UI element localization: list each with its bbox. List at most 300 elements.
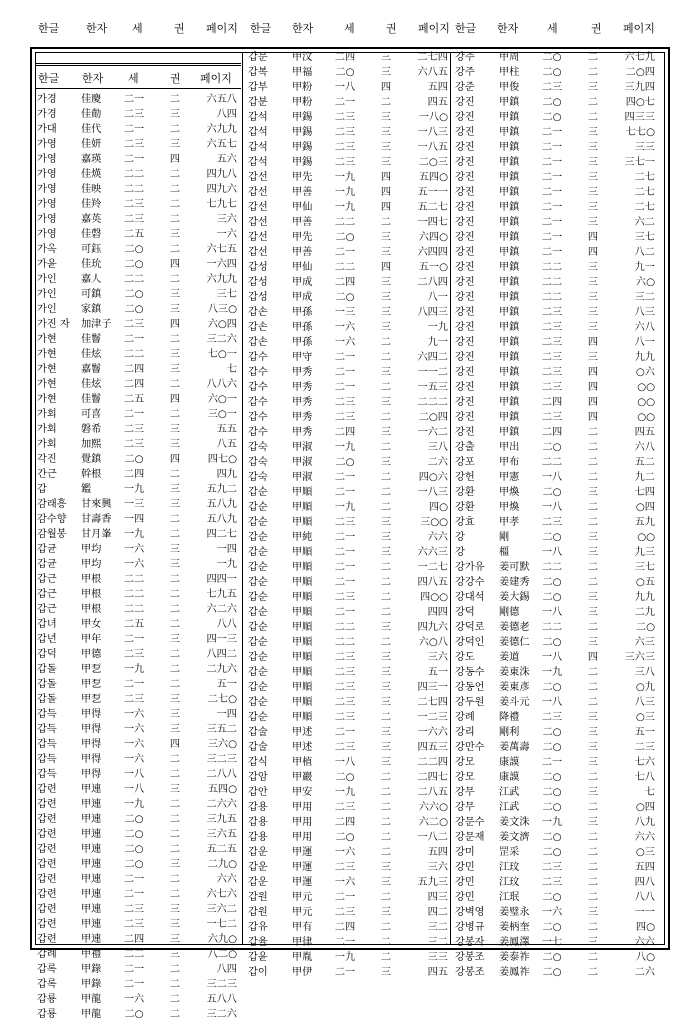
- name-hangul: 갑련: [37, 799, 57, 810]
- volume: 四: [169, 259, 181, 270]
- volume: 二: [169, 529, 181, 540]
- name-hanja: 甲順: [292, 682, 313, 693]
- page: 四九六: [417, 622, 448, 633]
- name-hanja: 可鎮: [81, 289, 102, 300]
- name-hangul: 강출: [455, 442, 475, 453]
- name-hanja: 甲根: [81, 604, 102, 615]
- volume: 三: [169, 634, 181, 645]
- name-hanja: 甲根: [81, 589, 102, 600]
- generation: 二三: [334, 112, 356, 123]
- page: 三二六: [206, 1009, 237, 1020]
- name-hangul: 갑순: [248, 712, 268, 723]
- page: 二三: [634, 742, 655, 753]
- volume: 二: [169, 169, 181, 180]
- generation: 二四: [334, 427, 356, 438]
- page: 五四○: [418, 172, 448, 183]
- volume: 三: [169, 109, 181, 120]
- table-row: [37, 962, 242, 977]
- volume: 三: [380, 307, 392, 318]
- page: 九九: [634, 592, 655, 603]
- table-row: [248, 650, 453, 665]
- volume: 三: [380, 67, 392, 78]
- header-generation: 세: [547, 22, 558, 35]
- volume: 三: [587, 817, 599, 828]
- table-row: [248, 170, 453, 185]
- generation: 二一: [123, 964, 145, 975]
- volume: 三: [587, 757, 599, 768]
- name-hanja: 甲成: [292, 277, 313, 288]
- name-hangul: 강헌: [455, 472, 475, 483]
- name-hanja: 甘月峯: [81, 529, 112, 540]
- generation: 二四: [123, 379, 145, 390]
- name-hanja: 佳慶: [81, 94, 102, 105]
- volume: 二: [169, 124, 181, 135]
- page: 一八五: [417, 142, 448, 153]
- volume: 二: [169, 889, 181, 900]
- generation: 二一: [123, 94, 145, 105]
- page: 三六: [427, 862, 448, 873]
- page: 六七六: [206, 889, 237, 900]
- name-hanja: 甲先: [292, 172, 313, 183]
- top-header-col3: [455, 20, 665, 44]
- page: 一一: [634, 907, 655, 918]
- name-hanja: 甲順: [292, 577, 313, 588]
- generation: 二○: [124, 1009, 144, 1020]
- page: 四四一: [206, 574, 237, 585]
- name-hangul: 갑용: [248, 802, 268, 813]
- name-hanja: 甲連: [81, 919, 102, 930]
- name-hanja: 甲煥: [499, 487, 520, 498]
- generation: 二三: [123, 139, 145, 150]
- table-row: [455, 755, 663, 770]
- page: 二○三: [418, 157, 448, 168]
- table-row: [37, 242, 242, 257]
- page: 八二○: [207, 949, 237, 960]
- name-hangul: 갑암: [248, 772, 268, 783]
- page: 四○: [428, 502, 448, 513]
- volume: 三: [587, 352, 599, 363]
- column3-rows: [455, 50, 663, 980]
- generation: 二三: [123, 319, 145, 330]
- page: 二八八: [206, 769, 237, 780]
- generation: 一七: [541, 937, 563, 948]
- name-hanja: 甲布: [499, 457, 520, 468]
- page: 五九: [634, 517, 655, 528]
- table-row: [248, 680, 453, 695]
- volume: 三: [169, 364, 181, 375]
- generation: 二四: [334, 277, 356, 288]
- name-hangul: 갑득: [37, 769, 57, 780]
- name-hangul: 강진: [455, 187, 475, 198]
- volume: 二: [587, 772, 599, 783]
- table-row: [455, 185, 663, 200]
- table-row: [455, 710, 663, 725]
- page: 六六: [634, 937, 655, 948]
- page: 八四二: [206, 649, 237, 660]
- table-row: [455, 440, 663, 455]
- table-row: [37, 332, 242, 347]
- name-hanja: 甲錫: [292, 157, 313, 168]
- name-hanja: 降禮: [499, 712, 520, 723]
- volume: 二: [380, 847, 392, 858]
- volume: 二: [380, 607, 392, 618]
- table-row: [37, 842, 242, 857]
- name-hanja: 甘來興: [81, 499, 112, 510]
- volume: 四: [587, 397, 599, 408]
- volume: 四: [169, 394, 181, 405]
- volume: 三: [380, 427, 392, 438]
- table-row: [455, 320, 663, 335]
- name-hangul: 갑문: [248, 52, 268, 63]
- header-page: 페이지: [206, 22, 238, 35]
- name-hanja: 甲順: [292, 712, 313, 723]
- table-row: [248, 350, 453, 365]
- table-row: [248, 515, 453, 530]
- table-row: [455, 395, 663, 410]
- name-hangul: 갑운: [248, 862, 268, 873]
- table-row: [248, 590, 453, 605]
- name-hangul: 갑수: [248, 412, 268, 423]
- name-hangul: 갑숙: [248, 472, 268, 483]
- name-hanja: 磐希: [81, 424, 102, 435]
- volume: 三: [587, 742, 599, 753]
- name-hangul: 갑순: [248, 607, 268, 618]
- volume: 三: [380, 862, 392, 873]
- header-hangul: 한글: [38, 72, 60, 85]
- page: 三二: [427, 922, 448, 933]
- generation: 二一: [334, 247, 356, 258]
- name-hangul: 갑련: [37, 784, 57, 795]
- name-hangul: 갑이: [248, 967, 268, 978]
- page: 一八三: [417, 487, 448, 498]
- table-row: [455, 935, 663, 950]
- page: 六四○: [418, 232, 448, 243]
- volume: 二: [587, 112, 599, 123]
- generation: 一六: [123, 544, 145, 555]
- name-hangul: 가현: [37, 334, 57, 345]
- name-hanja: 甲元: [292, 892, 313, 903]
- name-hanja: 甲汶: [292, 52, 313, 63]
- table-row: [37, 302, 242, 317]
- volume: 三: [587, 937, 599, 948]
- generation: 二三: [334, 157, 356, 168]
- generation: 一八: [334, 82, 356, 93]
- volume: 二: [587, 622, 599, 633]
- volume: 三: [169, 919, 181, 930]
- generation: 二○: [542, 772, 562, 783]
- volume: 三: [587, 127, 599, 138]
- table-row: [455, 455, 663, 470]
- name-hangul: 강효: [455, 517, 475, 528]
- name-hanja: 甲胤: [292, 952, 313, 963]
- table-row: [248, 125, 453, 140]
- volume: 二: [380, 502, 392, 513]
- volume: 三: [380, 112, 392, 123]
- page: 六二: [634, 217, 655, 228]
- table-row: [455, 815, 663, 830]
- name-hangul: 갑석: [248, 142, 268, 153]
- name-hangul: 강봉자: [455, 937, 485, 948]
- volume: 二: [587, 922, 599, 933]
- page: 六五七: [206, 139, 237, 150]
- name-hangul: 가영: [37, 229, 57, 240]
- page: 二四七: [417, 772, 448, 783]
- name-hangul: 갑련: [37, 904, 57, 915]
- page: 五一: [427, 667, 448, 678]
- table-row: [248, 155, 453, 170]
- name-hanja: 甲得: [81, 769, 102, 780]
- name-hangul: 가회: [37, 424, 57, 435]
- volume: 四: [169, 739, 181, 750]
- name-hanja: 甲德: [81, 649, 102, 660]
- name-hanja: 佳妍: [81, 139, 102, 150]
- name-hanja: 可喜: [81, 409, 102, 420]
- name-hangul: 강진: [455, 127, 475, 138]
- name-hanja: 甲運: [292, 847, 313, 858]
- table-row: [37, 677, 242, 692]
- table-row: [37, 587, 242, 602]
- volume: 二: [587, 967, 599, 978]
- page: ○五: [635, 577, 655, 588]
- generation: 二三: [334, 802, 356, 813]
- table-row: [248, 860, 453, 875]
- generation: 二一: [334, 577, 356, 588]
- name-hangul: 가영: [37, 169, 57, 180]
- name-hanja: 甲順: [292, 607, 313, 618]
- name-hanja: 甲福: [292, 67, 313, 78]
- page: 二七: [634, 202, 655, 213]
- generation: 二○: [542, 832, 562, 843]
- volume: 二: [169, 334, 181, 345]
- generation: 二五: [123, 229, 145, 240]
- name-hangul: 강진: [455, 427, 475, 438]
- page: 一九: [216, 559, 237, 570]
- page: 三○○: [420, 517, 448, 528]
- generation: 二○: [542, 442, 562, 453]
- volume: 二: [169, 769, 181, 780]
- table-row: [37, 542, 242, 557]
- page: 八二: [634, 247, 655, 258]
- page: 五九二: [206, 484, 237, 495]
- table-row: [248, 380, 453, 395]
- name-hangul: 갑돌: [37, 694, 57, 705]
- volume: 二: [380, 337, 392, 348]
- name-hanja: 甘壽香: [81, 514, 112, 525]
- name-hangul: 갑순: [248, 502, 268, 513]
- volume: 四: [587, 367, 599, 378]
- name-hanja: 姜大錫: [499, 592, 530, 603]
- generation: 二一: [334, 532, 356, 543]
- page: 六○一: [207, 394, 237, 405]
- volume: 二: [587, 517, 599, 528]
- name-hangul: 갑순: [248, 652, 268, 663]
- name-hangul: 강진: [455, 337, 475, 348]
- generation: 二二: [123, 274, 145, 285]
- page: 三六○: [207, 739, 237, 750]
- name-hanja: 甲連: [81, 934, 102, 945]
- volume: 三: [587, 187, 599, 198]
- generation: 一九: [123, 484, 145, 495]
- volume: 二: [169, 799, 181, 810]
- name-hanja: 甲順: [292, 502, 313, 513]
- table-row: [248, 50, 453, 65]
- volume: 二: [169, 664, 181, 675]
- table-row: [37, 287, 242, 302]
- generation: 二三: [334, 517, 356, 528]
- generation: 二一: [334, 547, 356, 558]
- name-hangul: 갑록: [37, 979, 57, 990]
- page: 一九: [427, 322, 448, 333]
- name-hanja: 甲植: [292, 757, 313, 768]
- name-hanja: 甲善: [292, 247, 313, 258]
- name-hangul: 갑성: [248, 292, 268, 303]
- generation: 一八: [123, 784, 145, 795]
- generation: 二三: [334, 412, 356, 423]
- volume: 三: [169, 289, 181, 300]
- name-hanja: 甲俊: [499, 82, 520, 93]
- page: 二○四: [625, 67, 655, 78]
- page: 六五八: [206, 94, 237, 105]
- table-row: [37, 497, 242, 512]
- name-hanja: 甲孝: [499, 517, 520, 528]
- name-hanja: 甲錫: [292, 127, 313, 138]
- generation: 二三: [334, 697, 356, 708]
- page: 四四: [427, 607, 448, 618]
- page: 五四○: [207, 784, 237, 795]
- generation: 二○: [542, 67, 562, 78]
- table-row: [455, 500, 663, 515]
- volume: 三: [587, 592, 599, 603]
- generation: 二二: [541, 457, 563, 468]
- generation: 二○: [542, 922, 562, 933]
- name-hanja: 甲述: [292, 727, 313, 738]
- volume: 四: [587, 412, 599, 423]
- name-hangul: 갑숙: [248, 457, 268, 468]
- page: 一六四: [206, 259, 237, 270]
- generation: 一六: [334, 322, 356, 333]
- generation: 一九: [334, 172, 356, 183]
- name-hanja: 甲出: [499, 442, 520, 453]
- page: 四五三: [417, 742, 448, 753]
- name-hanja: 甲順: [292, 562, 313, 573]
- name-hangul: 갑순: [248, 622, 268, 633]
- name-hanja: 甲錫: [292, 112, 313, 123]
- page: 五五: [216, 424, 237, 435]
- name-hanja: 甲元: [292, 907, 313, 918]
- name-hanja: 姜泰祚: [499, 952, 530, 963]
- page: 五二五: [206, 844, 237, 855]
- name-hangul: 강강수: [455, 577, 485, 588]
- volume: 四: [169, 154, 181, 165]
- volume: 三: [587, 712, 599, 723]
- page: 七九五: [206, 589, 237, 600]
- volume: 二: [169, 814, 181, 825]
- table-row: [455, 545, 663, 560]
- name-hanja: 甲連: [81, 799, 102, 810]
- name-hangul: 간근: [37, 469, 57, 480]
- page: 七: [226, 364, 237, 375]
- name-hanja: 加熙: [81, 439, 102, 450]
- name-hangul: 강무: [455, 802, 475, 813]
- page: 二二二: [417, 397, 448, 408]
- generation: 二三: [334, 592, 356, 603]
- name-hanja: 姜斗元: [499, 697, 530, 708]
- generation: 二○: [542, 802, 562, 813]
- name-hangul: 갑순: [248, 592, 268, 603]
- table-row: [455, 425, 663, 440]
- table-row: [248, 665, 453, 680]
- name-hangul: 갑석: [248, 127, 268, 138]
- page: 二○: [635, 622, 655, 633]
- volume: 二: [169, 214, 181, 225]
- volume: 二: [587, 892, 599, 903]
- volume: 三: [380, 697, 392, 708]
- generation: 二五: [123, 394, 145, 405]
- name-hangul: 감수향: [37, 514, 67, 525]
- volume: 三: [587, 217, 599, 228]
- generation: 二二: [123, 184, 145, 195]
- table-row: [37, 317, 242, 332]
- page: 四七○: [207, 454, 237, 465]
- table-row: [248, 935, 453, 950]
- volume: 三: [380, 532, 392, 543]
- table-row: [248, 575, 453, 590]
- page: 三二: [634, 292, 655, 303]
- name-hanja: 甲鎮: [499, 217, 520, 228]
- name-hangul: 강민: [455, 877, 475, 888]
- page: 八三: [634, 697, 655, 708]
- page: 二七: [634, 187, 655, 198]
- page: 三二三: [206, 754, 237, 765]
- column1-rows: [37, 92, 242, 1022]
- volume: 四: [380, 202, 392, 213]
- page: ○九: [635, 682, 655, 693]
- generation: 二二: [123, 349, 145, 360]
- name-hangul: 갑련: [37, 859, 57, 870]
- table-row: [37, 692, 242, 707]
- name-hanja: 康謨: [499, 772, 520, 783]
- name-hangul: 갑록: [37, 964, 57, 975]
- name-hanja: 甲鎮: [499, 187, 520, 198]
- name-hanja: 佳勣: [81, 109, 102, 120]
- table-row: [455, 680, 663, 695]
- name-hanja: 甲先: [292, 232, 313, 243]
- table-row: [37, 392, 242, 407]
- page: 七九七: [206, 199, 237, 210]
- table-row: [37, 632, 242, 647]
- volume: 四: [169, 454, 181, 465]
- name-hanja: 甲鎮: [499, 247, 520, 258]
- page: 二九: [634, 607, 655, 618]
- page: 三八: [427, 442, 448, 453]
- table-row: [455, 335, 663, 350]
- generation: 一六: [123, 709, 145, 720]
- name-hangul: 강진: [455, 262, 475, 273]
- volume: 三: [380, 157, 392, 168]
- page: 四二七: [206, 529, 237, 540]
- page: 五四: [427, 847, 448, 858]
- name-hanja: 甲鎮: [499, 172, 520, 183]
- generation: 二一: [334, 352, 356, 363]
- name-hanja: 甲淑: [292, 472, 313, 483]
- generation: 一八: [541, 547, 563, 558]
- page: ○三: [635, 847, 655, 858]
- name-hangul: 갑순: [248, 682, 268, 693]
- volume: 二: [380, 562, 392, 573]
- name-hanja: 康謨: [499, 757, 520, 768]
- volume: 二: [587, 502, 599, 513]
- table-row: [248, 875, 453, 890]
